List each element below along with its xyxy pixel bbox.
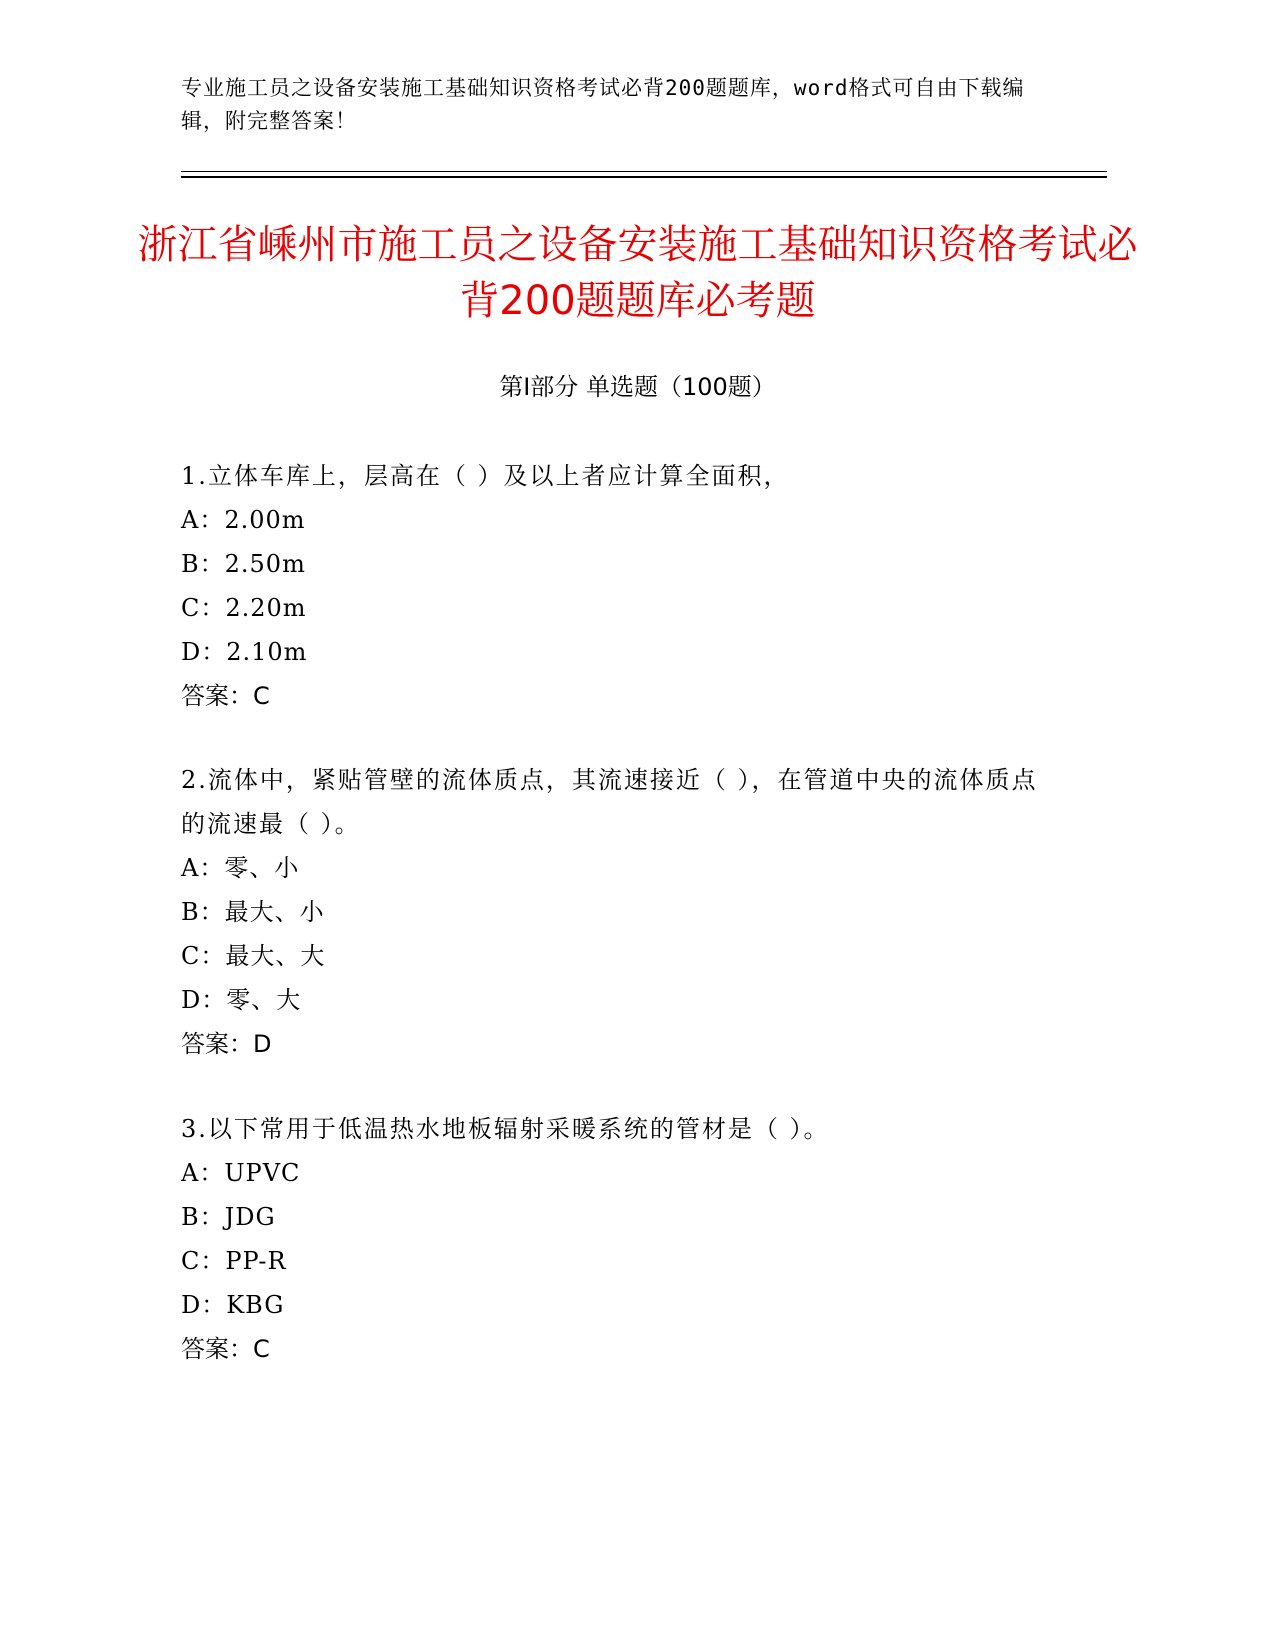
question-block — [181, 758, 1061, 1066]
answer-label: 答案：C — [181, 682, 270, 710]
option-d: D：零、大 — [181, 986, 302, 1014]
answer-label: 答案：C — [181, 1335, 270, 1363]
option-c: C：PP-R — [181, 1247, 287, 1275]
header-note: 专业施工员之设备安装施工基础知识资格考试必背200题题库，word格式可自由下载编辑，附完整答案！ — [181, 76, 1025, 133]
question-stem: 3.以下常用于低温热水地板辐射采暖系统的管材是（ ）。 — [181, 1115, 830, 1143]
option-b: B：最大、小 — [181, 898, 325, 926]
option-a: A：零、小 — [181, 854, 300, 882]
option-a: A：2.00m — [181, 506, 306, 534]
question-stem: 1.立体车库上，层高在（ ）及以上者应计算全面积， — [181, 462, 790, 490]
header-divider-bottom — [181, 176, 1107, 178]
option-c: C：2.20m — [181, 594, 307, 622]
question-block — [181, 454, 1061, 718]
header-divider-top — [181, 171, 1107, 172]
section-title: 第Ⅰ部分 单选题（100题） — [499, 373, 776, 401]
option-a: A：UPVC — [181, 1159, 301, 1187]
question-stem: 2.流体中，紧贴管壁的流体质点，其流速接近（ ），在管道中央的流体质点的流速最（ ）。 — [181, 766, 1038, 838]
question-block — [181, 1107, 1061, 1371]
option-b: B：JDG — [181, 1203, 276, 1231]
option-b: B：2.50m — [181, 550, 306, 578]
document-title: 浙江省嵊州市施工员之设备安装施工基础知识资格考试必背200题题库必考题 — [137, 222, 1138, 324]
answer-label: 答案：D — [181, 1030, 272, 1058]
option-d: D：2.10m — [181, 638, 308, 666]
option-d: D：KBG — [181, 1291, 285, 1319]
option-c: C：最大、大 — [181, 942, 326, 970]
